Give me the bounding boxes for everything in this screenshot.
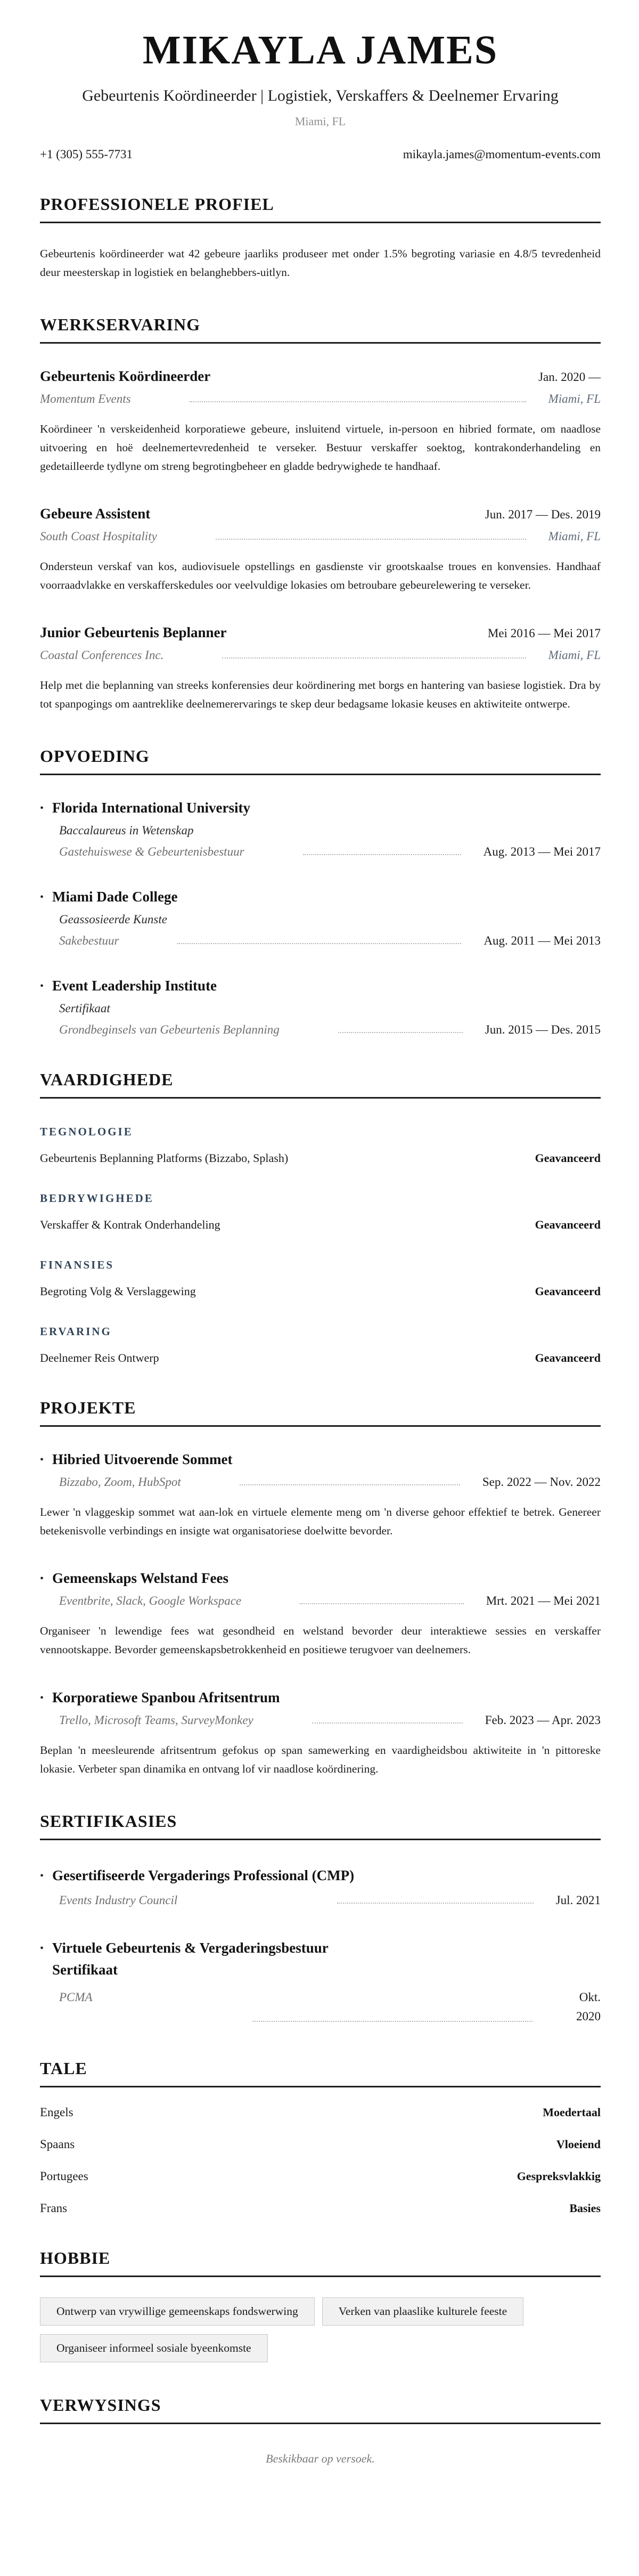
section-heading-education [40,746,601,775]
language-name: Frans [40,2201,68,2215]
dotted-leader [216,539,526,540]
field-of-study: Gastehuiswese & Gebeurtenisbestuur [59,845,244,859]
degree-row [40,1002,601,1015]
project-entry [40,1570,601,1659]
job-entry [40,368,601,476]
skill-row [40,1151,601,1165]
education-meta-row [40,845,601,859]
skill-category: BEDRYWIGHEDE [40,1192,154,1205]
dotted-leader [303,854,461,855]
experience-heading: WERKSERVARING [40,315,201,335]
project-description: Beplan 'n meesleurende afritsentrum gefokus op span samewerking en vaardigheidsbou aktiwiteite in 'n pittoreske lokasie. Verbeter span dinamika en ontvang lof vir naadlose koördinering. [40,1743,601,1775]
certification-title-row [40,1937,601,1980]
project-name: Gemeenskaps Welstand Fees [52,1570,229,1587]
section-heading-projects [40,1398,601,1427]
project-name: Korporatiewe Spanbou Afritsentrum [52,1689,280,1705]
job-company: Momentum Events [40,392,131,406]
skill-name: Gebeurtenis Beplanning Platforms (Bizzabo, Splash) [40,1151,289,1165]
education-title-row [40,978,601,994]
skill-level: Geavanceerd [535,1218,601,1232]
skill-group [40,1325,601,1365]
hobbies-heading: HOBBIE [40,2248,111,2268]
job-entry [40,624,601,713]
certification-issuer: PCMA [59,1990,93,2004]
degree-name: Sertifikaat [59,1002,110,1015]
education-dates: Jun. 2015 — Des. 2015 [485,1023,601,1037]
job-location: Miami, FL [548,530,601,543]
contact-row [40,148,601,161]
section-experience [40,315,601,713]
section-heading-skills [40,1070,601,1099]
profile-text: Gebeurtenis koördineerder wat 42 gebeure jaarliks produseer met onder 1.5% begroting variasie en 4.8/5 tevredenheid deur meesterskap in logistiek en belanghebbers-uitlyn. [40,247,601,279]
job-meta-row [40,648,601,662]
skill-level: Geavanceerd [535,1151,601,1165]
dotted-leader [190,401,526,402]
bullet-icon: • [40,802,44,815]
hobby-chip: Organiseer informeel sosiale byeenkomste [40,2334,268,2362]
education-entry [40,889,601,948]
education-dates: Aug. 2013 — Mei 2017 [483,845,601,859]
dotted-leader [300,1603,464,1604]
job-dates: Mei 2016 — Mei 2017 [487,627,601,640]
language-name: Engels [40,2106,73,2119]
skill-row [40,1218,601,1232]
hobby-chip-list [40,2297,601,2362]
bullet-icon: • [40,1870,44,1882]
projects-heading: PROJEKTE [40,1398,136,1418]
dotted-leader [222,657,526,659]
resume-header [40,28,601,128]
language-row [40,2169,601,2183]
skill-group [40,1258,601,1298]
skill-level: Geavanceerd [535,1351,601,1365]
language-level: Basies [569,2201,601,2215]
certification-entry [40,1937,601,2026]
job-description: Ondersteun verskaf van kos, audiovisuele opstellings en gasdienste vir grootskaalse troues en konvensies. Handhaaf voorraadvlakke en verskafferskedules oor veelvuldige lokasies om betroubare gebeurelewering te verseker. [40,560,601,592]
job-dates: Jan. 2020 — [538,370,601,384]
skill-category: FINANSIES [40,1258,114,1272]
language-row [40,2106,601,2119]
school-name: Florida International University [52,800,251,816]
project-meta-row [40,1594,601,1608]
job-dates: Jun. 2017 — Des. 2019 [485,508,601,522]
section-references [40,2395,601,2466]
education-meta-row [40,934,601,948]
skill-category: ERVARING [40,1325,112,1338]
project-tools: Trello, Microsoft Teams, SurveyMonkey [59,1713,253,1727]
skill-name: Begroting Volg & Verslaggewing [40,1285,196,1298]
language-row [40,2138,601,2151]
project-name: Hibried Uitvoerende Sommet [52,1451,233,1468]
job-title: Junior Gebeurtenis Beplanner [40,624,227,641]
project-meta-row [40,1713,601,1727]
phone-number: +1 (305) 555-7731 [40,148,133,161]
skill-group [40,1125,601,1165]
education-meta-row [40,1023,601,1037]
project-dates: Sep. 2022 — Nov. 2022 [482,1475,601,1489]
education-heading: OPVOEDING [40,746,150,766]
project-tools: Eventbrite, Slack, Google Workspace [59,1594,242,1608]
degree-name: Baccalaureus in Wetenskap [59,824,194,838]
section-profile [40,194,601,282]
project-entry [40,1689,601,1778]
field-of-study: Grondbeginsels van Gebeurtenis Beplanning [59,1023,280,1037]
skills-heading: VAARDIGHEDE [40,1070,174,1090]
bullet-icon: • [40,1454,44,1466]
project-entry [40,1451,601,1540]
job-title-row [40,506,601,522]
section-education [40,746,601,1037]
skill-level: Geavanceerd [535,1285,601,1298]
project-dates: Feb. 2023 — Apr. 2023 [485,1713,601,1727]
section-heading-profile [40,194,601,223]
job-entry [40,506,601,595]
project-dates: Mrt. 2021 — Mei 2021 [486,1594,601,1608]
section-projects [40,1398,601,1778]
languages-heading: TALE [40,2059,87,2078]
school-name: Event Leadership Institute [52,978,217,994]
bullet-icon: • [40,1573,44,1585]
job-title-row [40,368,601,385]
certifications-heading: SERTIFIKASIES [40,1811,177,1831]
section-heading-certifications [40,1811,601,1840]
job-location: Miami, FL [548,648,601,662]
bullet-icon: • [40,1943,44,1955]
section-heading-references [40,2395,601,2424]
dotted-leader [338,1032,463,1033]
candidate-location: Miami, FL [294,115,346,128]
dotted-leader [312,1722,463,1724]
education-entry [40,800,601,859]
field-of-study: Sakebestuur [59,934,119,948]
bullet-icon: • [40,891,44,904]
certification-meta-row [40,1894,601,1907]
dotted-leader [337,1903,533,1904]
hobby-chip: Verken van plaaslike kulturele feeste [322,2297,523,2326]
job-title: Gebeure Assistent [40,506,151,522]
language-level: Vloeiend [556,2138,601,2151]
certification-date: Jul. 2021 [555,1894,601,1907]
job-description: Koördineer 'n verskeidenheid korporatiewe gebeure, insluitend virtuele, in-persoon en hibried formate, om naadlose uitvoering en hoë deelnemertevredenheid te verseker. Bestuur verskaffer soektog, kontrakonderhandeling en gedetailleerde tydlyne om streng begrotingbeheer en gladde bedrywighede te handhaaf. [40,422,601,473]
section-heading-hobbies [40,2248,601,2277]
education-entry [40,978,601,1037]
language-level: Gespreksvlakkig [517,2169,601,2183]
project-title-row [40,1689,601,1706]
education-dates: Aug. 2011 — Mei 2013 [484,934,601,948]
skill-category: TEGNOLOGIE [40,1125,133,1139]
section-heading-languages [40,2059,601,2087]
job-location: Miami, FL [548,392,601,406]
certification-meta-row [40,1988,601,2026]
certification-issuer: Events Industry Council [59,1894,178,1907]
education-title-row [40,800,601,816]
language-row [40,2201,601,2215]
certification-title-row [40,1865,601,1887]
certification-date: Okt. 2020 [576,1990,601,2023]
section-certifications [40,1811,601,2026]
dotted-leader [177,943,461,944]
section-languages [40,2059,601,2215]
bullet-icon: • [40,1692,44,1704]
job-meta-row [40,392,601,406]
language-name: Spaans [40,2138,75,2151]
skill-row [40,1351,601,1365]
education-title-row [40,889,601,905]
references-heading: VERWYSINGS [40,2395,161,2415]
dotted-leader [252,2021,532,2022]
profile-heading: PROFESSIONELE PROFIEL [40,194,274,214]
references-note: Beskikbaar op versoek. [266,2452,375,2466]
skill-group [40,1192,601,1232]
certification-name: Gesertifiseerde Vergaderings Professional (CMP) [52,1867,355,1883]
project-title-row [40,1570,601,1587]
candidate-name: MIKAYLA JAMES [142,28,498,72]
hobby-chip: Ontwerp van vrywillige gemeenskaps fondswerwing [40,2297,315,2326]
job-company: Coastal Conferences Inc. [40,648,164,662]
degree-name: Geassosieerde Kunste [59,913,167,927]
project-description: Organiseer 'n lewendige fees wat gesondheid en welstand bevorder deur interaktiewe sessies en verskaffer vennootskappe. Bevorder gemeenskapsbetrokkenheid en positiewe terugvoer van deelnemers. [40,1624,601,1656]
job-description: Help met die beplanning van streeks konferensies deur koördinering met borgs en hantering van basiese logistiek. Dra by tot spanpogings om aantreklike deelnemerervarings te skep deur bedagsame lokasie keuses en aktiwiteite ontwerpe. [40,679,601,711]
skill-row [40,1285,601,1298]
skill-name: Verskaffer & Kontrak Onderhandeling [40,1218,220,1232]
project-meta-row [40,1475,601,1489]
school-name: Miami Dade College [52,889,178,905]
project-description: Lewer 'n vlaggeskip sommet wat aan-lok en virtuele elemente meng om 'n diverse gehoor effektief te betrek. Genereer betekenisvolle verbindings en insigte wat organisatoriese doelwitte bevorder. [40,1506,601,1538]
job-title: Gebeurtenis Koördineerder [40,368,211,385]
job-title-row [40,624,601,641]
project-tools: Bizzabo, Zoom, HubSpot [59,1475,181,1489]
language-level: Moedertaal [543,2106,601,2119]
degree-row [40,824,601,838]
language-name: Portugees [40,2169,88,2183]
email-address: mikayla.james@momentum-events.com [403,148,601,161]
certification-entry [40,1865,601,1908]
bullet-icon: • [40,980,44,993]
job-company: South Coast Hospitality [40,530,157,543]
job-meta-row [40,530,601,543]
section-hobbies [40,2248,601,2362]
certification-name: Virtuele Gebeurtenis & Vergaderingsbestuur Sertifikaat [52,1940,329,1978]
section-skills [40,1070,601,1365]
candidate-headline: Gebeurtenis Koördineerder | Logistiek, Verskaffers & Deelnemer Ervaring [82,87,559,105]
section-heading-experience [40,315,601,344]
dotted-leader [240,1484,460,1485]
degree-row [40,913,601,927]
skill-name: Deelnemer Reis Ontwerp [40,1351,159,1365]
project-title-row [40,1451,601,1468]
